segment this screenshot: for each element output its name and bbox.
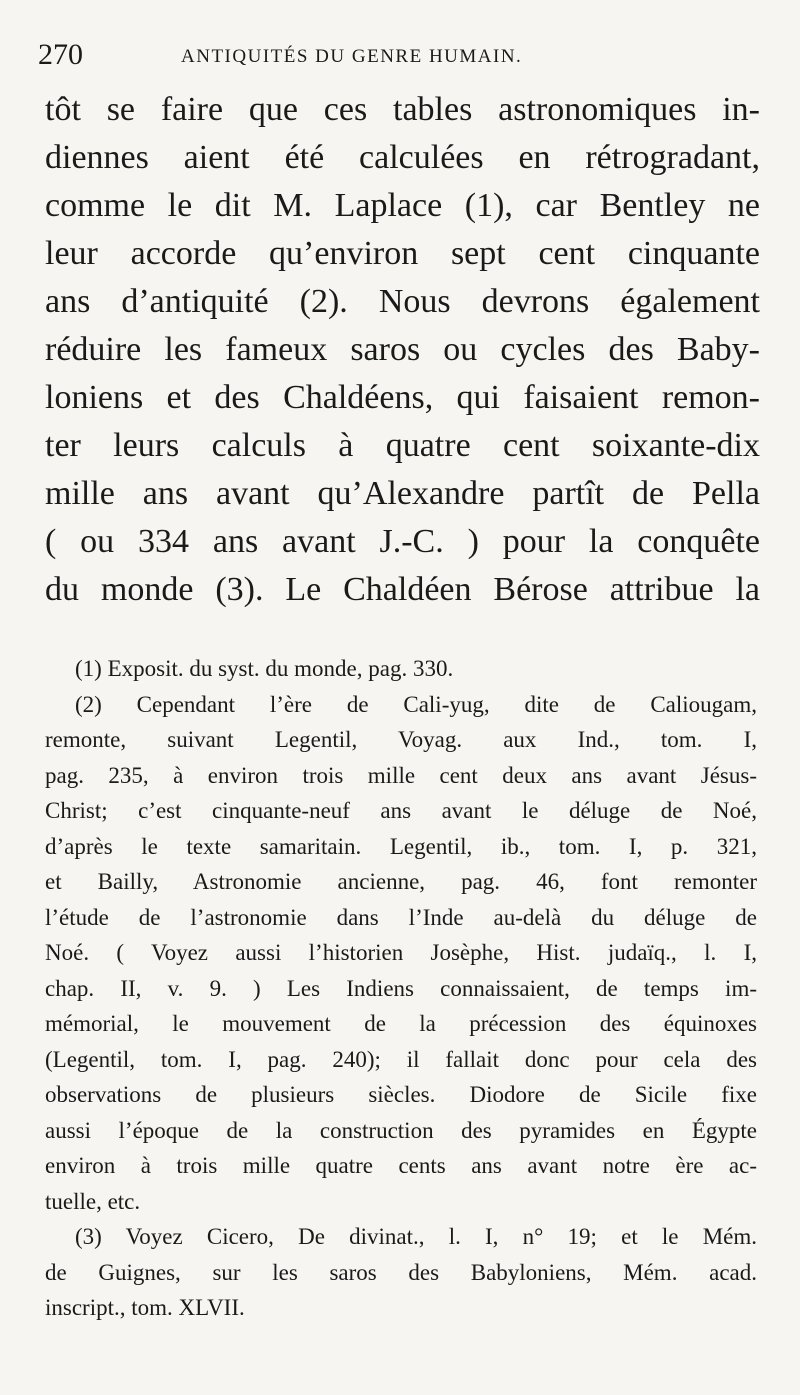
footnote-2-line: Noé. ( Voyez aussi l’historien Josèphe, Hist. judaïq., l. I, — [45, 940, 757, 965]
footnote-3-line: (3) Voyez Cicero, De divinat., l. I, n° 19; et le Mém. — [75, 1224, 757, 1249]
text-line: loniens et des Chaldéens, qui faisaient remon- — [45, 379, 760, 416]
text-line: diennes aient été calculées en rétrogradant, — [45, 139, 760, 176]
footnote-3-line: de Guignes, sur les saros des Babyloniens, Mém. acad. — [45, 1259, 757, 1285]
footnote-2-line: Christ; c’est cinquante-neuf ans avant le déluge de Noé, — [45, 798, 757, 823]
main-text — [45, 86, 760, 614]
footnote-2-line: observations de plusieurs siècles. Diodore de Sicile fixe — [45, 1082, 757, 1107]
footnote-2-line: l’étude de l’astronomie dans l’Inde au-delà du déluge de — [45, 904, 757, 930]
text-line: ter leurs calculs à quatre cent soixante-dix — [45, 427, 760, 464]
page-number: 270 — [38, 38, 83, 71]
footnote-2-line: chap. II, v. 9. ) Les Indiens connaissaient, de temps im- — [45, 975, 757, 1001]
text-line: ( ou 334 ans avant J.-C. ) pour la conquête — [45, 523, 760, 560]
text-line: leur accorde qu’environ sept cent cinquante — [45, 235, 760, 272]
running-title: ANTIQUITÉS DU GENRE HUMAIN. — [181, 46, 523, 67]
footnote-2-line: remonte, suivant Legentil, Voyag. aux Ind., tom. I, — [45, 727, 757, 752]
footnote-2-line: (2) Cependant l’ère de Cali-yug, dite de Caliougam, — [75, 691, 757, 717]
text-line: tôt se faire que ces tables astronomiques in- — [45, 91, 760, 128]
footnote-2-line: aussi l’époque de la construction des pyramides en Égypte — [45, 1117, 757, 1143]
text-line: réduire les fameux saros ou cycles des Baby- — [45, 331, 760, 368]
text-line: du monde (3). Le Chaldéen Bérose attribue la — [45, 571, 760, 608]
text-line: ans d’antiquité (2). Nous devrons également — [45, 283, 760, 320]
text-line: mille ans avant qu’Alexandre partît de Pella — [45, 475, 760, 512]
footnote-2-line: mémorial, le mouvement de la précession des équinoxes — [45, 1011, 757, 1036]
footnote-2-line: d’après le texte samaritain. Legentil, ib., tom. I, p. 321, — [45, 833, 757, 859]
footnote-2-line: pag. 235, à environ trois mille cent deux ans avant Jésus- — [45, 762, 757, 788]
page-header — [38, 38, 768, 78]
footnotes — [45, 651, 757, 1326]
footnote-2-line: tuelle, etc. — [45, 1188, 141, 1214]
footnote-1: (1) Exposit. du syst. du monde, pag. 330. — [75, 656, 454, 681]
footnote-2-line: et Bailly, Astronomie ancienne, pag. 46, font remonter — [45, 869, 757, 894]
footnote-2-line: (Legentil, tom. I, pag. 240); il fallait donc pour cela des — [45, 1046, 757, 1072]
footnote-2-line: environ à trois mille quatre cents ans avant notre ère ac- — [45, 1153, 757, 1178]
footnote-3-line: inscript., tom. XLVII. — [45, 1295, 245, 1320]
text-line: comme le dit M. Laplace (1), car Bentley ne — [45, 187, 760, 224]
